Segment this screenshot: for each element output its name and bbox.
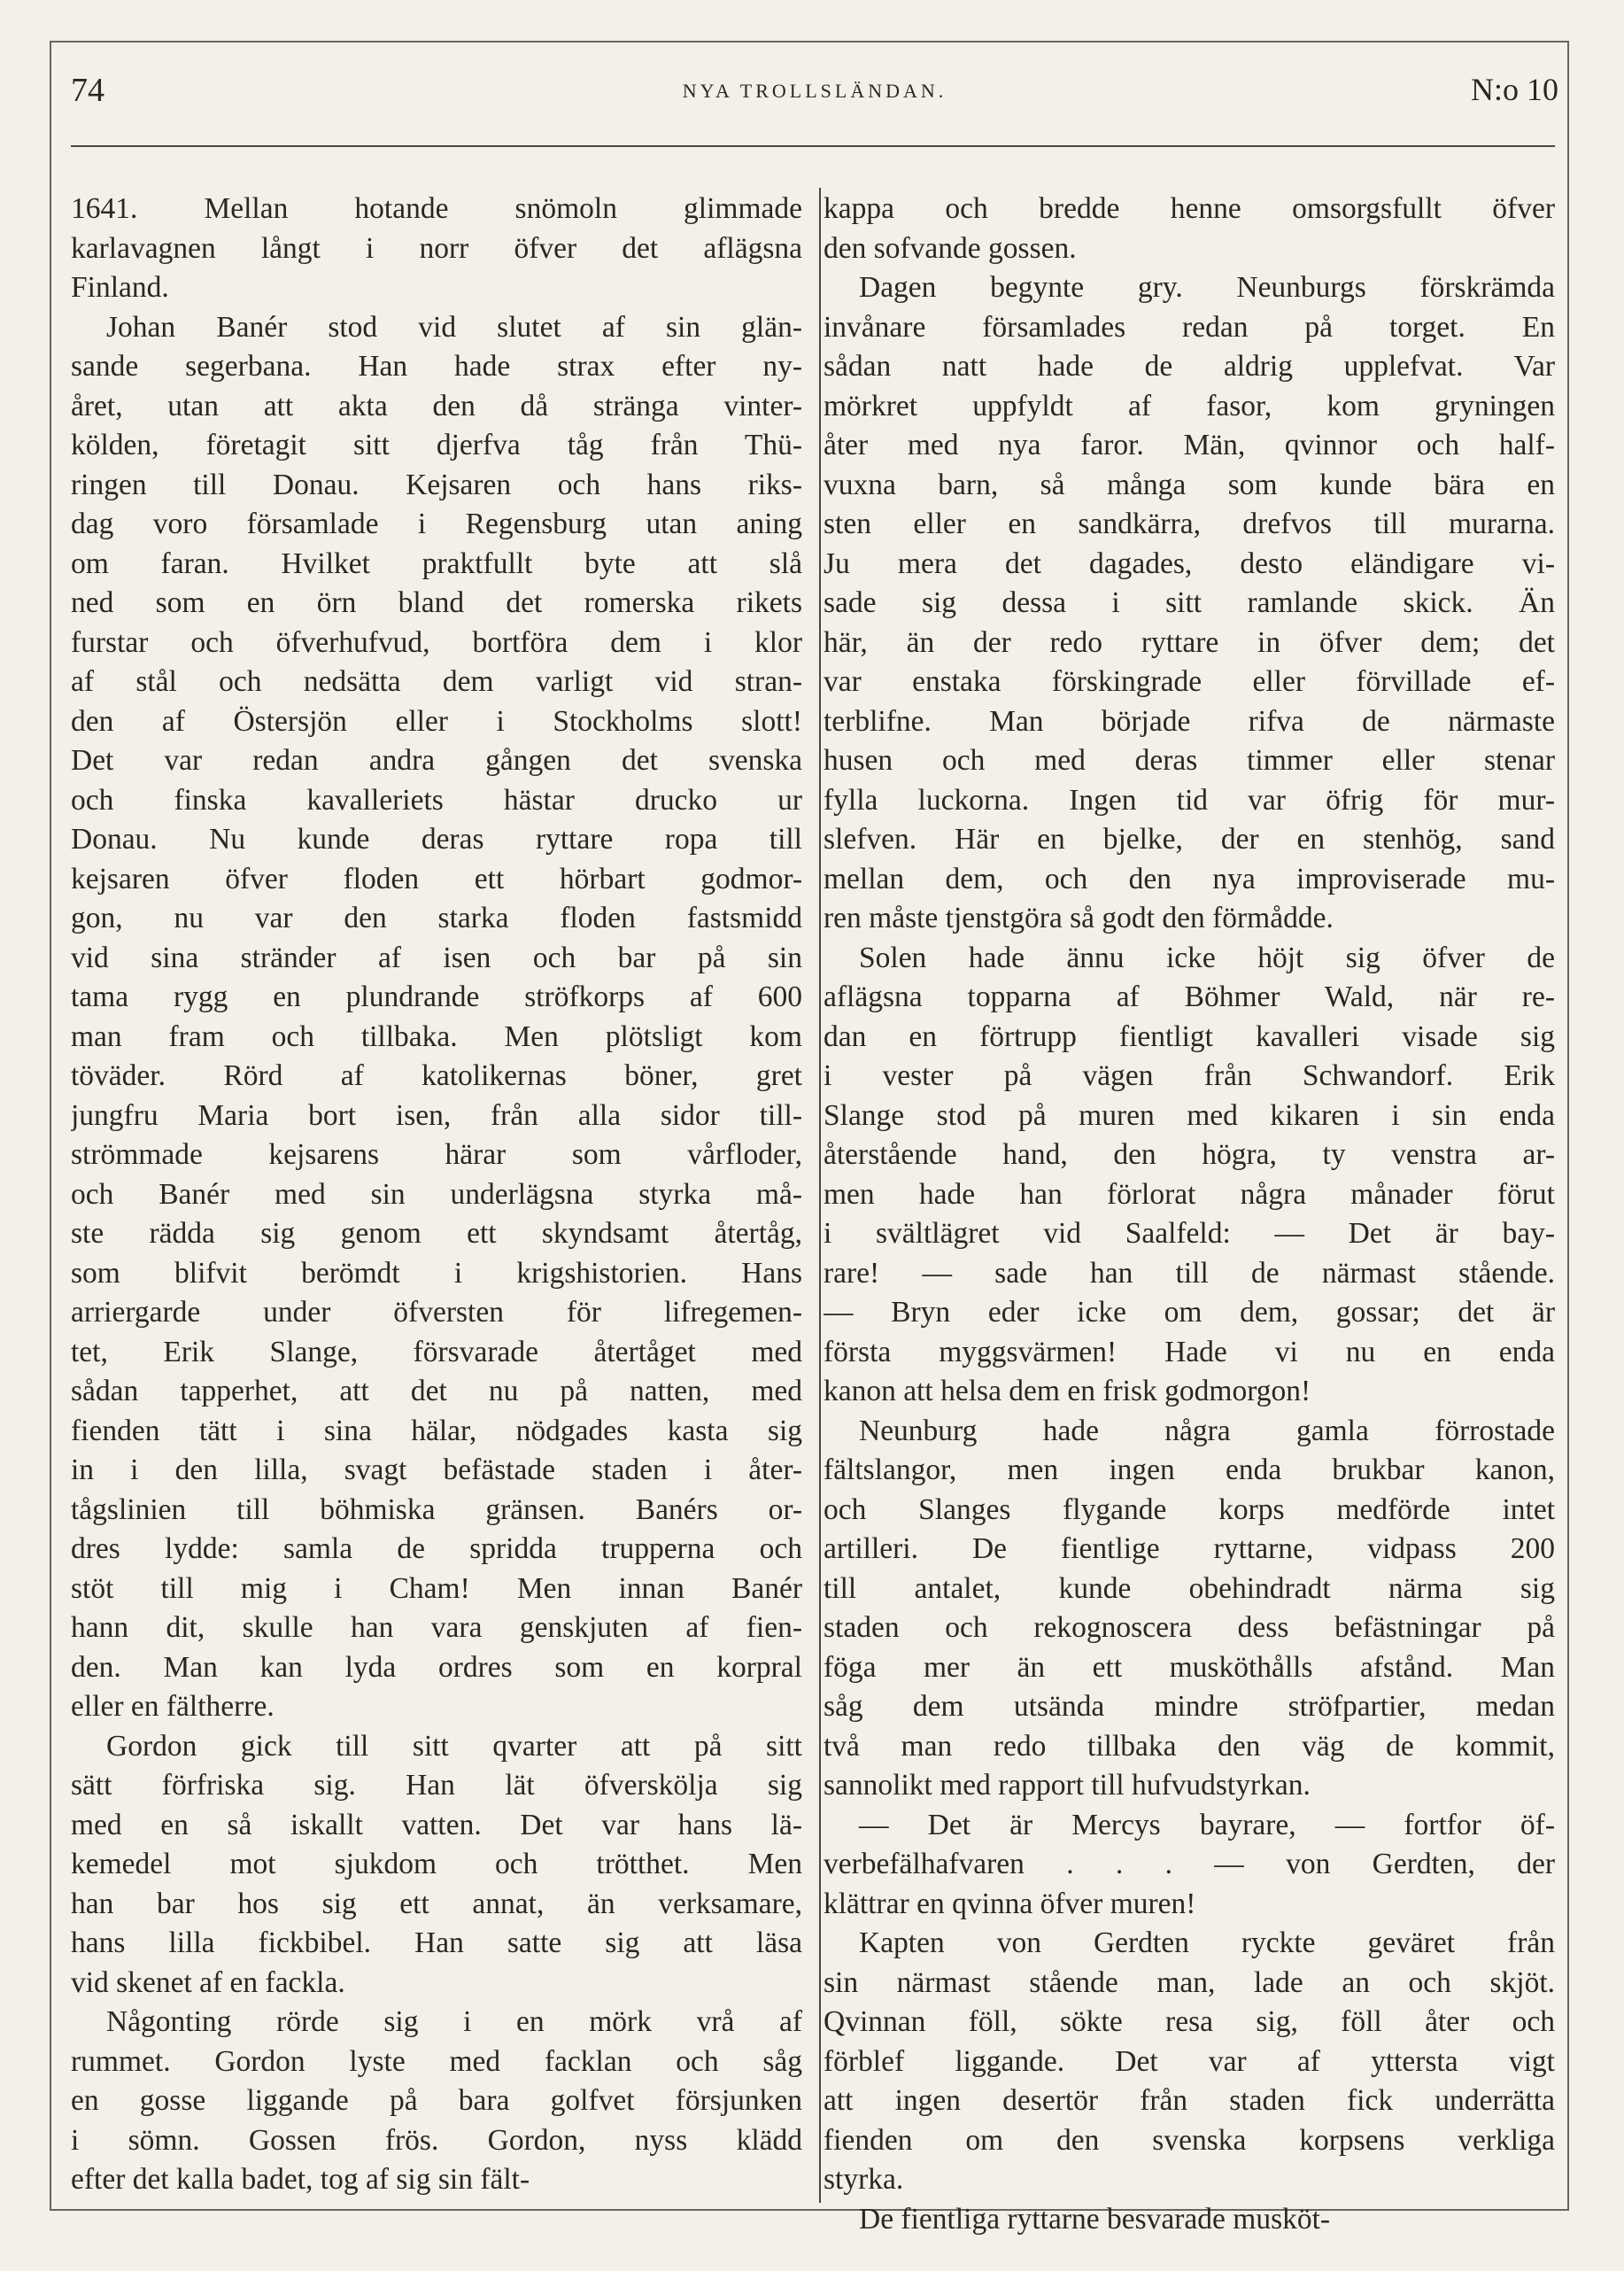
text-line: som blifvit berömdt i krigshistorien. Hans <box>71 1256 802 1290</box>
text-line: klättrar en qvinna öfver muren! <box>824 1887 1196 1920</box>
text-line: Donau. Nu kunde deras ryttare ropa till <box>71 823 802 856</box>
text-line: förblef liggande. Det var af yttersta vigt <box>824 2044 1555 2078</box>
text-line: vid skenet af en fackla. <box>71 1965 345 1999</box>
text-line: hann dit, skulle han vara genskjuten af fien- <box>71 1611 802 1644</box>
text-line: och finska kavalleriets hästar drucko ur <box>71 783 802 817</box>
text-line: in i den lilla, svagt befästade staden i åter- <box>71 1453 802 1486</box>
text-line: Qvinnan föll, sökte resa sig, föll åter och <box>824 2005 1555 2038</box>
text-line: ste rädda sig genom ett skyndsamt återtåg, <box>71 1217 802 1250</box>
text-line: Någonting rörde sig i en mörk vrå af <box>106 2005 802 2038</box>
text-line: sannolikt med rapport till hufvudstyrkan. <box>824 1769 1311 1802</box>
text-line: töväder. Rörd af katolikernas böner, gret <box>71 1059 802 1092</box>
text-line: staden och rekognoscera dess befästningar på <box>824 1611 1555 1644</box>
text-line: Kapten von Gerdten ryckte geväret från <box>859 1926 1555 1959</box>
text-line: sätt förfriska sig. Han lät öfverskölja sig <box>71 1769 802 1802</box>
text-line: hans lilla fickbibel. Han satte sig att läsa <box>71 1926 802 1959</box>
text-line: sande segerbana. Han hade strax efter ny- <box>71 350 802 383</box>
text-line: slefven. Här en bjelke, der en stenhög, sand <box>824 823 1555 856</box>
running-title: NYA TROLLSLÄNDAN. <box>682 80 947 102</box>
text-line: man fram och tillbaka. Men plötsligt kom <box>71 1019 802 1053</box>
text-line: Johan Banér stod vid slutet af sin glän- <box>106 310 802 344</box>
text-line: verbefälhafvaren . . . — von Gerdten, der <box>824 1848 1555 1880</box>
text-line: en gosse liggande på bara golfvet försjunken <box>71 2084 802 2117</box>
text-line: han bar hos sig ett annat, än verksamare, <box>71 1887 802 1920</box>
text-line: första myggsvärmen! Hade vi nu en enda <box>824 1335 1555 1368</box>
text-line: invånare församlades redan på torget. En <box>824 310 1555 344</box>
text-line: ned som en örn bland det romerska rikets <box>71 586 802 619</box>
text-line: om faran. Hvilket praktfullt byte att slå <box>71 546 802 580</box>
text-line: sade sig dessa i sitt ramlande skick. Än <box>824 586 1555 619</box>
text-line: styrka. <box>824 2163 904 2196</box>
text-line: till antalet, kunde obehindradt närma sig <box>824 1571 1555 1605</box>
text-line: fältslangor, men ingen enda brukbar kanon, <box>824 1453 1555 1486</box>
text-line: kemedel mot sjukdom och trötthet. Men <box>71 1848 802 1880</box>
text-line: i svältlägret vid Saalfeld: — Det är bay- <box>824 1217 1555 1250</box>
page-header <box>71 62 1558 115</box>
text-line: här, än der redo ryttare in öfver dem; det <box>824 625 1555 659</box>
column-rule <box>819 188 821 2203</box>
header-rule <box>71 145 1555 147</box>
text-line: dres lydde: samla de spridda trupperna och <box>71 1532 802 1565</box>
text-line: sten eller en sandkärra, drefvos till murarna. <box>824 508 1555 540</box>
text-line: den sofvande gossen. <box>824 231 1077 265</box>
text-line: terblifne. Man började rifva de närmaste <box>824 704 1555 738</box>
text-line: vid sina stränder af isen och bar på sin <box>71 941 802 974</box>
text-line: aflägsna topparna af Böhmer Wald, när re- <box>824 980 1555 1013</box>
text-line: De fientliga ryttarne besvarade musköt- <box>859 2202 1331 2236</box>
text-line: fienden om den svenska korpsens verkliga <box>824 2123 1555 2157</box>
text-line: med en så iskallt vatten. Det var hans lä- <box>71 1808 802 1841</box>
text-line: gon, nu var den starka floden fastsmidd <box>71 902 802 934</box>
text-line: Ju mera det dagades, desto eländigare vi- <box>824 546 1555 580</box>
text-line: — Det är Mercys bayrare, — fortfor öf- <box>859 1808 1555 1841</box>
text-line: vuxna barn, så många som kunde bära en <box>824 468 1555 501</box>
text-line: sådan tapperhet, att det nu på natten, med <box>71 1375 802 1407</box>
text-line: den af Östersjön eller i Stockholms slott! <box>71 704 802 738</box>
text-line: dag voro församlade i Regensburg utan aning <box>71 508 802 540</box>
text-line: såg dem utsända mindre ströfpartier, medan <box>824 1690 1555 1723</box>
text-line: i sömn. Gossen frös. Gordon, nyss klädd <box>71 2123 802 2157</box>
text-line: fylla luckorna. Ingen tid var öfrig för mur- <box>824 783 1555 817</box>
text-line: att ingen desertör från staden fick underrätta <box>824 2084 1555 2117</box>
text-line: kölden, företagit sitt djerfva tåg från Thü- <box>71 429 802 461</box>
text-line: fienden tätt i sina hälar, nödgades kasta sig <box>71 1414 802 1447</box>
text-line: af stål och nedsätta dem varligt vid stran- <box>71 665 802 698</box>
text-line: eller en fältherre. <box>71 1690 275 1723</box>
text-line: året, utan att akta den då stränga vinter- <box>71 389 802 422</box>
text-line: arriergarde under öfversten för lifregemen- <box>71 1296 802 1329</box>
text-line: Dagen begynte gry. Neunburgs förskrämda <box>859 271 1555 304</box>
text-line: Solen hade ännu icke höjt sig öfver de <box>859 941 1555 974</box>
text-line: ren måste tjenstgöra så godt den förmådde. <box>824 902 1334 934</box>
text-line: rare! — sade han till de närmast stående. <box>824 1256 1555 1290</box>
text-line: Finland. <box>71 271 169 304</box>
text-line: Slange stod på muren med kikaren i sin enda <box>824 1098 1555 1132</box>
text-line: dan en förtrupp fientligt kavalleri visade sig <box>824 1019 1555 1053</box>
text-line: Det var redan andra gången det svenska <box>71 744 802 777</box>
text-line: kejsaren öfver floden ett hörbart godmor- <box>71 862 802 895</box>
text-line: tet, Erik Slange, försvarade återtåget med <box>71 1335 802 1368</box>
text-line: men hade han förlorat några månader förut <box>824 1177 1555 1211</box>
text-line: kanon att helsa dem en frisk godmorgon! <box>824 1375 1311 1407</box>
text-line: och Banér med sin underlägsna styrka må- <box>71 1177 802 1211</box>
text-line: karlavagnen långt i norr öfver det aflägsna <box>71 231 802 265</box>
text-line: kappa och bredde henne omsorgsfullt öfver <box>824 192 1555 225</box>
text-line: åter med nya faror. Män, qvinnor och half- <box>824 429 1555 461</box>
text-line: Gordon gick till sitt qvarter att på sitt <box>106 1729 802 1763</box>
text-line: rummet. Gordon lyste med facklan och såg <box>71 2044 802 2078</box>
text-line: 1641. Mellan hotande snömoln glimmade <box>71 192 802 225</box>
text-line: husen och med deras timmer eller stenar <box>824 744 1555 777</box>
text-line: sådan natt hade de aldrig upplefvat. Var <box>824 350 1555 383</box>
text-line: mörkret uppfyldt af fasor, kom gryningen <box>824 389 1555 422</box>
text-line: tågslinien till böhmiska gränsen. Banérs or- <box>71 1492 802 1526</box>
text-line: den. Man kan lyda ordres som en korpral <box>71 1650 802 1684</box>
text-line: tama rygg en plundrande ströfkorps af 600 <box>71 980 802 1013</box>
text-line: och Slanges flygande korps medförde intet <box>824 1492 1555 1526</box>
text-line: var enstaka förskingrade eller förvillade ef- <box>824 665 1555 698</box>
text-line: återstående hand, den högra, ty venstra ar- <box>824 1138 1555 1171</box>
issue-number: N:o 10 <box>1471 72 1558 107</box>
text-line: sin närmast stående man, lade an och skjöt. <box>824 1965 1555 1999</box>
left-column <box>71 190 802 2200</box>
text-line: föga mer än ett musköthålls afstånd. Man <box>824 1650 1555 1684</box>
text-line: ringen till Donau. Kejsaren och hans riks- <box>71 468 802 501</box>
text-line: stöt till mig i Cham! Men innan Banér <box>71 1571 802 1605</box>
right-column <box>824 190 1555 2239</box>
text-line: två man redo tillbaka den väg de kommit, <box>824 1729 1555 1763</box>
text-line: — Bryn eder icke om dem, gossar; det är <box>824 1296 1555 1329</box>
text-line: artilleri. De fientlige ryttarne, vidpass 200 <box>824 1532 1555 1565</box>
text-line: Neunburg hade några gamla förrostade <box>859 1414 1555 1447</box>
text-line: mellan dem, och den nya improviserade mu- <box>824 862 1555 895</box>
text-line: efter det kalla badet, tog af sig sin fält- <box>71 2163 530 2196</box>
text-line: jungfru Maria bort isen, från alla sidor till- <box>71 1098 802 1132</box>
page-number: 74 <box>71 72 104 109</box>
text-line: furstar och öfverhufvud, bortföra dem i klor <box>71 625 802 659</box>
text-line: i vester på vägen från Schwandorf. Erik <box>824 1059 1555 1092</box>
text-line: strömmade kejsarens härar som vårfloder, <box>71 1138 802 1171</box>
